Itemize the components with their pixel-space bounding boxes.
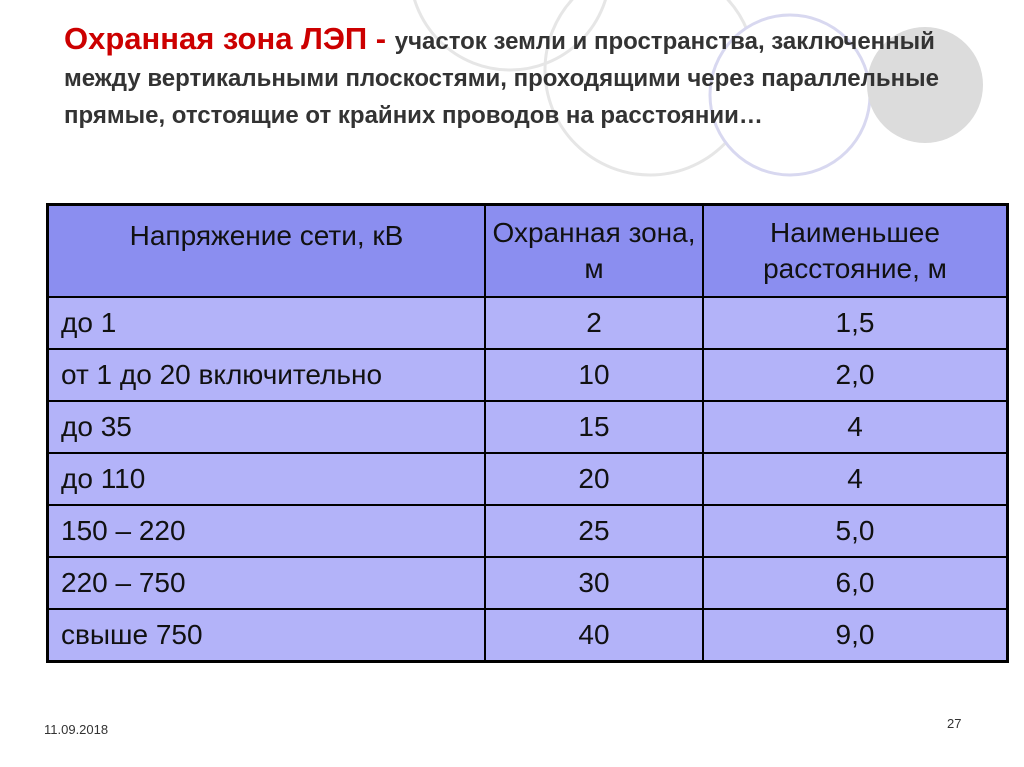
- cell-distance: 1,5: [703, 297, 1008, 349]
- cell-distance: 5,0: [703, 505, 1008, 557]
- cell-zone: 25: [485, 505, 703, 557]
- cell-distance: 4: [703, 453, 1008, 505]
- cell-distance: 9,0: [703, 609, 1008, 662]
- table-row: [48, 557, 1008, 609]
- slide-page-number: 27: [947, 716, 962, 731]
- cell-zone: 15: [485, 401, 703, 453]
- title-lead: Охранная зона ЛЭП -: [64, 21, 395, 56]
- header-distance: Наименьшее расстояние, м: [703, 205, 1008, 298]
- cell-distance: 6,0: [703, 557, 1008, 609]
- slide-title: [64, 22, 964, 136]
- title-definition: участок земли и пространства, заключенный между вертикальными плоскостями, проходящими через параллельные прямые, отстоящие от крайних проводов на расстоянии…: [64, 28, 939, 129]
- cell-zone: 10: [485, 349, 703, 401]
- protection-zone-table: [46, 203, 1009, 663]
- slide-date: 11.09.2018: [44, 722, 109, 737]
- table-row: [48, 349, 1008, 401]
- cell-zone: 40: [485, 609, 703, 662]
- table-header-row: [48, 205, 1008, 298]
- cell-distance: 2,0: [703, 349, 1008, 401]
- cell-zone: 30: [485, 557, 703, 609]
- cell-voltage: до 35: [48, 401, 486, 453]
- table-row: [48, 401, 1008, 453]
- cell-voltage: 220 – 750: [48, 557, 486, 609]
- cell-zone: 2: [485, 297, 703, 349]
- table-row: [48, 609, 1008, 662]
- cell-voltage: до 1: [48, 297, 486, 349]
- cell-distance: 4: [703, 401, 1008, 453]
- table-row: [48, 453, 1008, 505]
- protection-zone-table-wrapper: [46, 203, 1009, 663]
- table-row: [48, 297, 1008, 349]
- cell-voltage: до 110: [48, 453, 486, 505]
- table-row: [48, 505, 1008, 557]
- cell-voltage: 150 – 220: [48, 505, 486, 557]
- header-zone: Охранная зона, м: [485, 205, 703, 298]
- header-voltage: Напряжение сети, кВ: [48, 205, 486, 298]
- cell-voltage: свыше 750: [48, 609, 486, 662]
- cell-voltage: от 1 до 20 включительно: [48, 349, 486, 401]
- cell-zone: 20: [485, 453, 703, 505]
